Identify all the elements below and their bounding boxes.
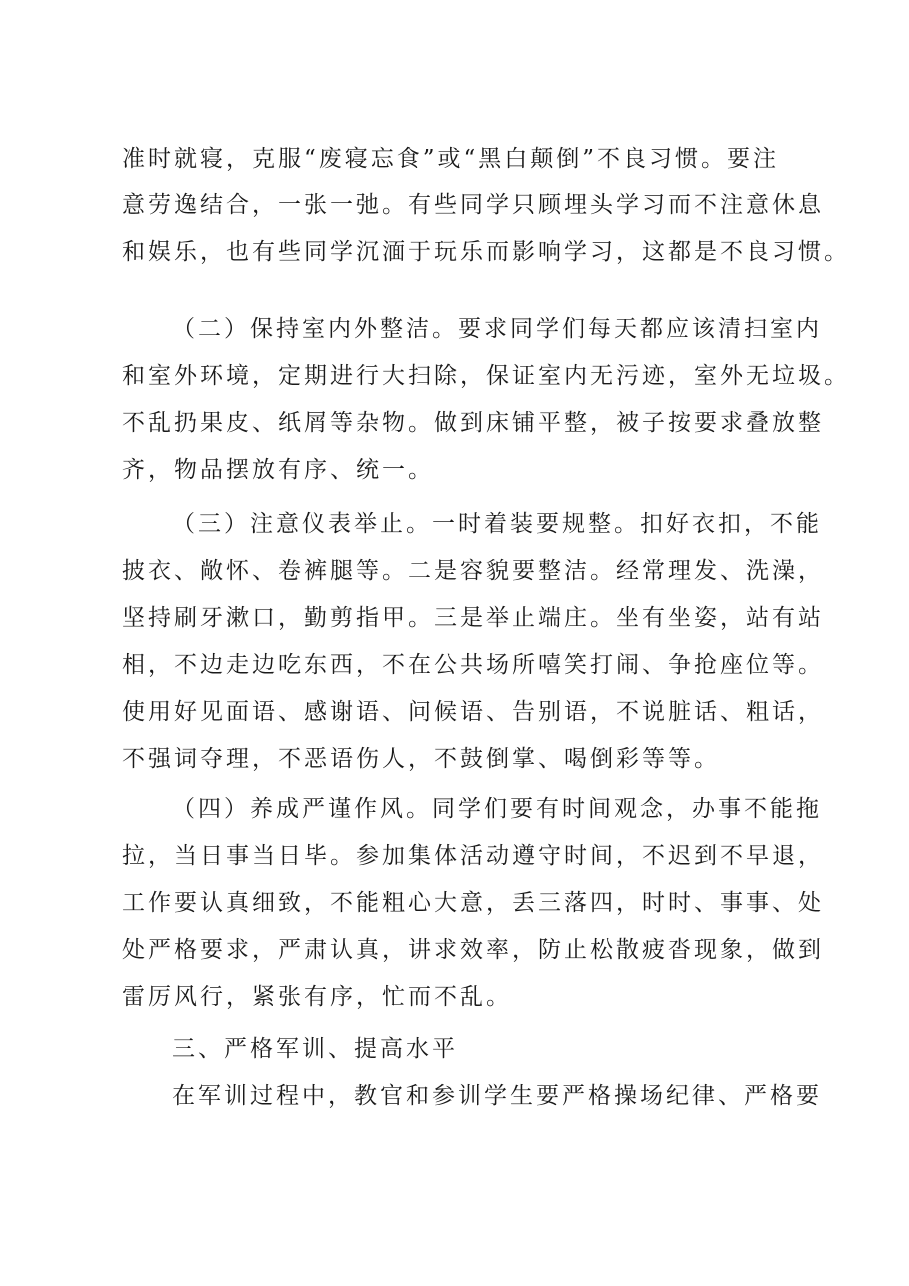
paragraph-line: 拉，当日事当日毕。参加集体活动遵守时间，不迟到不早退， xyxy=(122,843,824,869)
paragraph-line: 披衣、敞怀、卷裤腿等。二是容貌要整洁。经常理发、洗澡， xyxy=(122,558,824,584)
paragraph-line: 相，不边走边吃东西，不在公共场所嘻笑打闹、争抢座位等。 xyxy=(122,652,824,678)
paragraph-line: 准时就寝，克服“废寝忘食”或“黑白颠倒”不良习惯。要注 xyxy=(122,146,780,172)
paragraph-line: 意劳逸结合，一张一弛。有些同学只顾埋头学习而不注意休息 xyxy=(122,192,824,218)
paragraph-line: （二）保持室内外整洁。要求同学们每天都应该清扫室内 xyxy=(172,316,822,342)
paragraph-line: 工作要认真细致，不能粗心大意，丢三落四，时时、事事、处 xyxy=(122,890,824,916)
paragraph-line: （三）注意仪表举止。一时着装要规整。扣好衣扣，不能 xyxy=(172,511,822,537)
paragraph-line: 齐，物品摆放有序、统一。 xyxy=(122,457,434,483)
paragraph-line: 处严格要求，严肃认真，讲求效率，防止松散疲沓现象，做到 xyxy=(122,937,824,963)
paragraph-line: 和室外环境，定期进行大扫除，保证室内无污迹，室外无垃圾。 xyxy=(122,363,850,389)
paragraph-line: 和娱乐，也有些同学沉湎于玩乐而影响学习，这都是不良习惯。 xyxy=(122,239,850,265)
paragraph-line: 使用好见面语、感谢语、问候语、告别语，不说脏话、粗话， xyxy=(122,699,824,725)
paragraph-line: 不乱扔果皮、纸屑等杂物。做到床铺平整，被子按要求叠放整 xyxy=(122,410,824,436)
paragraph-line: 在军训过程中，教官和参训学生要严格操场纪律、严格要 xyxy=(172,1083,822,1109)
section-heading: 三、严格军训、提高水平 xyxy=(172,1036,458,1062)
paragraph-line: （四）养成严谨作风。同学们要有时间观念，办事不能拖 xyxy=(172,796,822,822)
paragraph-line: 雷厉风行，紧张有序，忙而不乱。 xyxy=(122,984,512,1010)
paragraph-line: 坚持刷牙漱口，勤剪指甲。三是举止端庄。坐有坐姿，站有站 xyxy=(122,605,824,631)
paragraph-line: 不强词夺理，不恶语伤人，不鼓倒掌、喝倒彩等等。 xyxy=(122,746,720,772)
